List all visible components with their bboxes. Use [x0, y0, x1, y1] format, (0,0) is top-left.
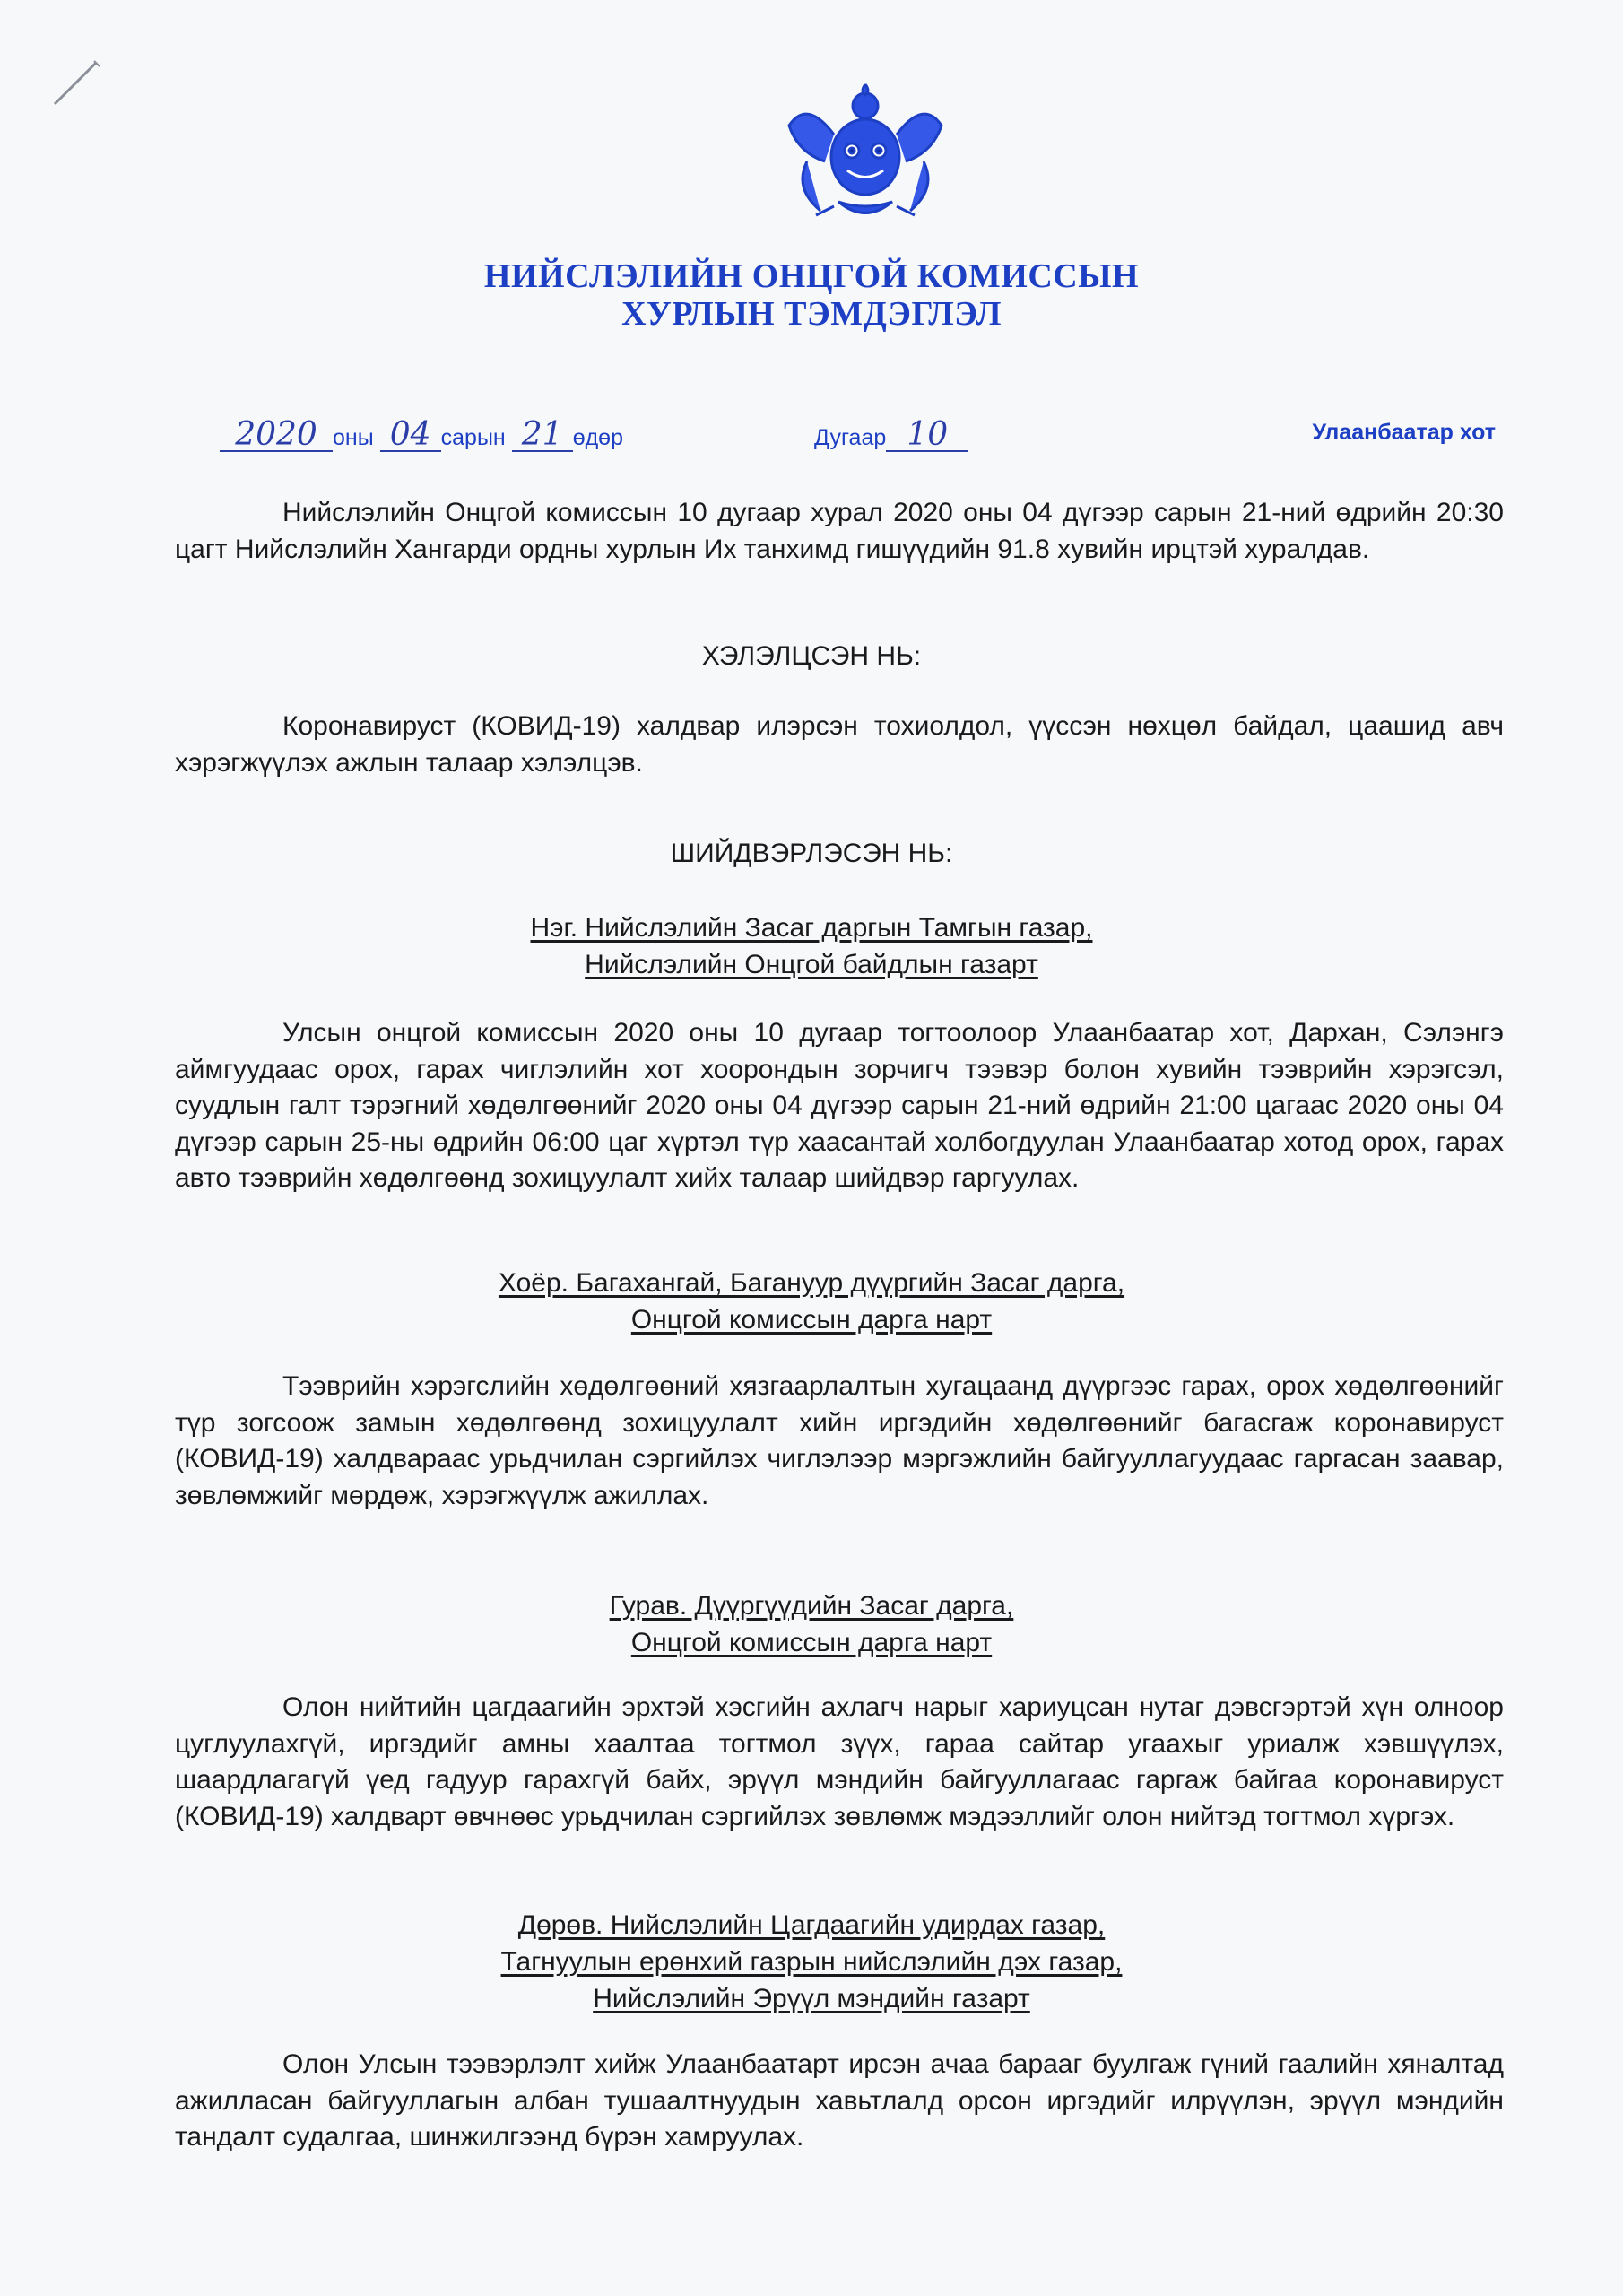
addressee-line: Гурав. Дүүргүүдийн Засаг дарга,: [609, 1591, 1014, 1621]
decision-2-addressee: [0, 1265, 1623, 1338]
decision-4-addressee: [0, 1907, 1623, 2017]
year-suffix: оны: [333, 425, 374, 450]
city-label: Улаанбаатар хот: [1312, 420, 1496, 445]
decision-2-text: Тээврийн хэрэгслийн хөдөлгөөний хязгаарлалтын хугацаанд дүүргээс гарах, орох хөдөлгөөнийг түр зогсоож замын хөдөлгөөнд зохицуулалт хийн иргэдийн хөдөлгөөнийг багасгаж коронавируст (КОВИД-19) халдвараас урьдчилан сэргийлэх чиглэлээр мэргэжлийн байгууллагуудаас гаргасан заавар, зөвлөмжийг мөрдөж, хэрэгжүүлж ажиллах.: [175, 1371, 1504, 1510]
document-title-line1: НИЙСЛЭЛИЙН ОНЦГОЙ КОМИССЫН: [483, 257, 1140, 295]
addressee-line: Онцгой комиссын дарга нарт: [630, 1305, 993, 1335]
day-handwritten: 21: [512, 420, 573, 452]
addressee-line: Дөрөв. Нийслэлийн Цагдаагийн удирдах газар,: [517, 1910, 1106, 1940]
year-handwritten: 2020: [220, 420, 333, 452]
addressee-line: Нийслэлийн Онцгой байдлын газарт: [585, 950, 1038, 979]
date-line: [220, 416, 623, 453]
decision-1-text: Улсын онцгой комиссын 2020 оны 10 дугаар тогтоолоор Улаанбаатар хот, Дархан, Сэлэнгэ аймгуудаас орох, гарах чиглэлийн хот хоорондын зорчигч тээвэр болон хувийн тээврийн хэрэгсэл, суудлын галт тэрэгний хөдөлгөөнийг 2020 оны 04 дүгээр сарын 21-ний өдрийн 21:00 цагаас 2020 оны 04 дүгээр сарын 25-ны өдрийн 06:00 цаг хүртэл түр хаасантай холбогдуулан Улаанбаатар хотод орох, гарах авто тээврийн хөдөлгөөнд зохицуулалт хийх талаар шийдвэр гаргуулах.: [175, 1018, 1504, 1193]
number-label: Дугаар: [814, 425, 887, 450]
number-handwritten: 10: [886, 420, 968, 452]
addressee-line: Тагнуулын ерөнхий газрын нийслэлийн дэх газар,: [500, 1947, 1123, 1977]
discussed-paragraph: Коронавируст (КОВИД-19) халдвар илэрсэн тохиолдол, үүссэн нөхцөл байдал, цаашид авч хэрэгжүүлэх ажлын талаар хэлэлцэв.: [175, 711, 1504, 778]
decision-1-addressee: [0, 909, 1623, 983]
addressee-line: Нийслэлийн Эрүүл мэндийн газарт: [593, 1984, 1030, 2013]
staple-mark: [49, 56, 103, 109]
intro-paragraph: Нийслэлийн Онцгой комиссын 10 дугаар хурал 2020 оны 04 дүгээр сарын 21-ний өдрийн 20:30 цагт Нийслэлийн Хангарди ордны хурлын Их танхимд гишүүдийн 91.8 хувийн ирцтэй хуралдав.: [175, 498, 1504, 564]
month-suffix: сарын: [440, 425, 506, 450]
addressee-line: Нэг. Нийслэлийн Засаг даргын Тамгын газар,: [530, 913, 1093, 943]
addressee-line: Онцгой комиссын дарга нарт: [630, 1628, 993, 1657]
decided-heading: ШИЙДВЭРЛЭСЭН НЬ:: [670, 839, 953, 868]
state-emblem-icon: [780, 81, 950, 233]
discussed-heading: ХЭЛЭЛЦСЭН НЬ:: [701, 641, 922, 671]
month-handwritten: 04: [380, 420, 441, 452]
decision-3-text: Олон нийтийн цагдаагийн эрхтэй хэсгийн ахлагч нарыг хариуцсан нутаг дэвсгэртэй хүн олноор цуглуулахгүй, иргэдийг амны хаалтаа тогтмол зүүх, гараа сайтар угаахыг уриалж хэвшүүлэх, шаардлагагүй үед гадуур гарахгүй байх, эрүүл мэндийн байгууллагаас гаргаж байгаа коронавируст (КОВИД-19) халдварт өвчнөөс урьдчилан сэргийлэх зөвлөмж мэдээллийг олон нийтэд тогтмол хүргэх.: [175, 1692, 1504, 1831]
document-number: [814, 416, 968, 453]
decision-4-text: Олон Улсын тээвэрлэлт хийж Улаанбаатарт ирсэн ачаа барааг буулгаж гүний гаалийн хяналтад ажилласан байгууллагын албан тушаалтнуудын хавьтлалд орсон иргэдийг илрүүлэн, эрүүл мэндийн тандалт судалгаа, шинжилгээнд бүрэн хамруулах.: [175, 2049, 1504, 2152]
decision-3-addressee: [0, 1587, 1623, 1661]
addressee-line: Хоёр. Багахангай, Багануур дүүргийн Засаг дарга,: [498, 1268, 1125, 1298]
day-suffix: өдөр: [572, 425, 623, 450]
document-title-line2: ХУРЛЫН ТЭМДЭГЛЭЛ: [621, 295, 1002, 333]
